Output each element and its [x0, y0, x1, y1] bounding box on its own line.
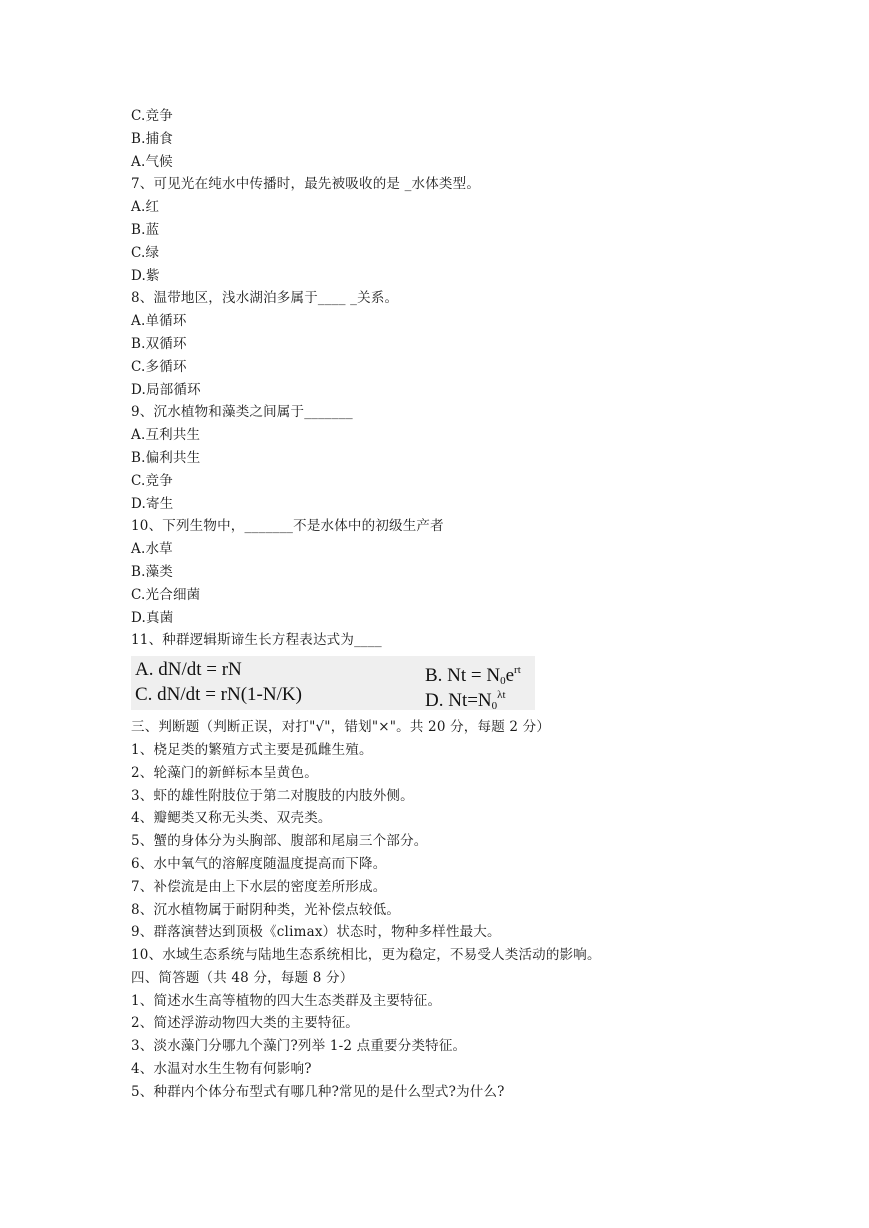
option-line: B.蓝	[131, 221, 160, 238]
statement-line: 4、瓣鳃类又称无头类、双壳类。	[131, 810, 332, 827]
lines-after	[131, 716, 851, 1104]
formula-option-a: A. dN/dt = rN	[135, 659, 242, 681]
option-line: D.真菌	[131, 609, 174, 626]
question-10: 10、下列生物中，_______不是水体中的初级生产者	[131, 518, 444, 535]
statement-line: 7、补偿流是由上下水层的密度差所形成。	[131, 878, 387, 895]
formula-option-c: C. dN/dt = rN(1-N/K)	[135, 684, 302, 706]
option-line: C.竞争	[131, 472, 173, 489]
text-line: A.气候	[131, 153, 173, 170]
option-line: D.紫	[131, 267, 160, 284]
option-line: C.光合细菌	[131, 586, 201, 603]
section-heading-short-answer: 四、简答题（共 48 分，每题 8 分）	[131, 969, 354, 986]
option-line: A.红	[131, 199, 160, 216]
option-line: D.局部循环	[131, 381, 201, 398]
document-body	[131, 105, 851, 1104]
statement-line: 10、水域生态系统与陆地生态系统相比，更为稳定，不易受人类活动的影响。	[131, 947, 601, 964]
question-line: 1、简述水生高等植物的四大生态类群及主要特征。	[131, 992, 442, 1009]
question-line: 4、水温对水生生物有何影响?	[131, 1061, 312, 1078]
formula-option-b: B. $Nt = N_0e^{rt}$	[425, 664, 521, 688]
question-7: 7、可见光在纯水中传播时，最先被吸收的是 _水体类型。	[131, 176, 481, 193]
option-line: A.单循环	[131, 313, 187, 330]
statement-line: 5、蟹的身体分为头胸部、腹部和尾扇三个部分。	[131, 833, 428, 850]
option-line: D.寄生	[131, 495, 174, 512]
option-line: A.水草	[131, 541, 173, 558]
text-line: C.竞争	[131, 108, 173, 124]
option-line: B.偏利共生	[131, 449, 201, 466]
statement-line: 1、桡足类的繁殖方式主要是孤雌生殖。	[131, 741, 373, 758]
formula-option-d: D. $Nt=N_0^{\lambda t}$	[425, 689, 506, 713]
section-heading-true-false: 三、判断题（判断正误，对打"√"，错划"×"。共 20 分，每题 2 分）	[131, 719, 551, 736]
statement-line: 8、沉水植物属于耐阴种类，光补偿点较低。	[131, 901, 401, 918]
lines-before	[131, 105, 851, 652]
question-line: 2、简述浮游动物四大类的主要特征。	[131, 1015, 359, 1032]
option-line: B.藻类	[131, 563, 174, 580]
question-8: 8、温带地区，浅水湖泊多属于____ _关系。	[131, 290, 399, 307]
option-line: B.双循环	[131, 335, 187, 352]
option-line: C.多循环	[131, 358, 187, 375]
statement-line: 9、群落演替达到顶极《climax）状态时，物种多样性最大。	[131, 924, 501, 941]
question-line: 3、淡水藻门分哪九个藻门?列举 1-2 点重要分类特征。	[131, 1038, 467, 1055]
statement-line: 6、水中氧气的溶解度随温度提高而下降。	[131, 855, 387, 872]
option-line: A.互利共生	[131, 427, 201, 444]
formula-options-image	[131, 656, 535, 713]
text-line: B.捕食	[131, 130, 174, 147]
option-line: C.绿	[131, 244, 160, 261]
question-9: 9、沉水植物和藻类之间属于_______	[131, 404, 353, 421]
statement-line: 3、虾的雄性附肢位于第二对腹肢的内肢外侧。	[131, 787, 414, 804]
question-line: 5、种群内个体分布型式有哪几种?常见的是什么型式?为什么?	[131, 1083, 505, 1100]
question-11: 11、种群逻辑斯谛生长方程表达式为____	[131, 632, 382, 649]
statement-line: 2、轮藻门的新鲜标本呈黄色。	[131, 764, 318, 781]
